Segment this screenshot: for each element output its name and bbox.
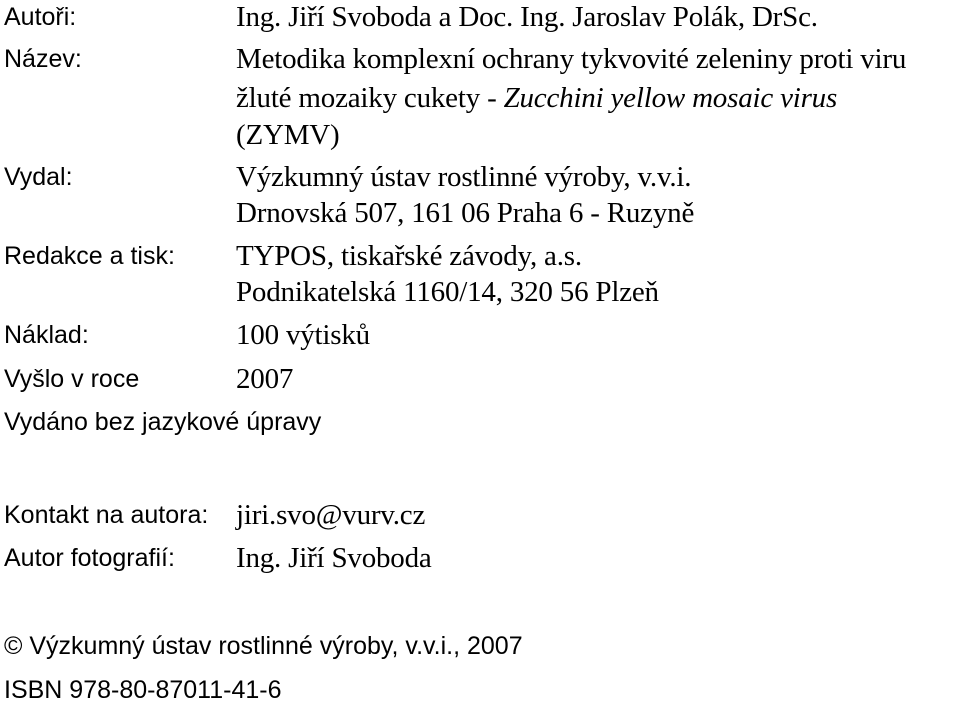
- publisher-line-2: Drnovská 507, 161 06 Praha 6 - Ruzyně: [236, 197, 695, 229]
- title-line-2: [236, 81, 837, 115]
- photos-author: Ing. Jiří Svoboda: [236, 542, 432, 574]
- photos-label: Autor fotografií:: [4, 544, 175, 572]
- printer-label: Redakce a tisk:: [4, 242, 175, 270]
- title-label: Název:: [4, 45, 82, 73]
- contact-email: jiri.svo@vurv.cz: [236, 499, 426, 531]
- authors-value: Ing. Jiří Svoboda a Doc. Ing. Jaroslav Polák, DrSc.: [236, 1, 818, 33]
- edition-note: Vydáno bez jazykové úpravy: [4, 408, 322, 436]
- year-value: 2007: [236, 363, 294, 395]
- title-line-1: Metodika komplexní ochrany tykvovité zeleniny proti viru: [236, 43, 907, 75]
- title-line-2-prefix: žluté mozaiky cukety -: [236, 82, 504, 114]
- title-line-2-italic: Zucchini yellow mosaic virus: [503, 82, 838, 114]
- publisher-line-1: Výzkumný ústav rostlinné výroby, v.v.i.: [236, 161, 692, 193]
- isbn-line: ISBN 978-80-87011-41-6: [4, 676, 282, 704]
- copyright-line: © Výzkumný ústav rostlinné výroby, v.v.i., 2007: [4, 632, 523, 660]
- printer-line-1: TYPOS, tiskařské závody, a.s.: [236, 240, 582, 272]
- title-line-3: (ZYMV): [236, 119, 340, 151]
- circulation-value: 100 výtisků: [236, 319, 370, 351]
- printer-line-2: Podnikatelská 1160/14, 320 56 Plzeň: [236, 276, 659, 308]
- circulation-label: Náklad:: [4, 321, 89, 349]
- publisher-label: Vydal:: [4, 163, 73, 191]
- contact-label: Kontakt na autora:: [4, 501, 209, 529]
- year-label: Vyšlo v roce: [4, 365, 140, 393]
- authors-label: Autoři:: [4, 3, 77, 31]
